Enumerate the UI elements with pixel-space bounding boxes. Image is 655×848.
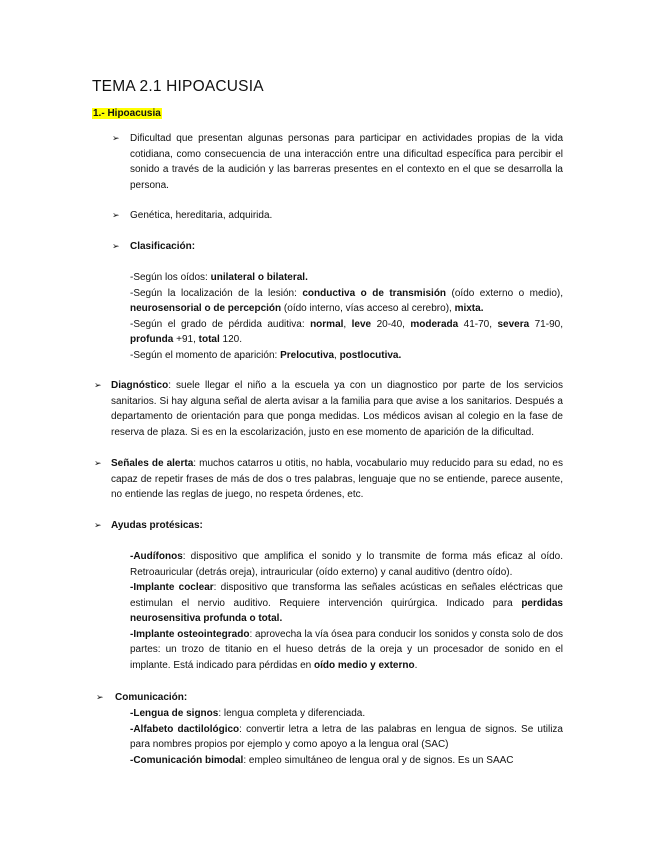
communication-list bbox=[130, 706, 563, 768]
aids-list bbox=[130, 549, 563, 673]
arrow-bullet-icon: ➢ bbox=[94, 458, 102, 468]
classification-list bbox=[130, 270, 563, 363]
communication-heading: Comunicación: bbox=[115, 692, 188, 703]
section-heading: 1.- Hipoacusia bbox=[93, 108, 161, 119]
alerts-paragraph: Señales de alerta: muchos catarros u otitis, no habla, vocabulario muy reducido para su edad, no es capaz de repetir frases de más de dos o tres palabras, lenguaje que no se entiende, parece ausente, no entiende las reglas de juego, no respeta órdenes, etc. bbox=[111, 458, 563, 500]
arrow-bullet-icon: ➢ bbox=[112, 210, 120, 220]
classification-by-location: -Según la localización de la lesión: conductiva o de transmisión (oído externo o medio), neurosensorial o de percepción (oído interno, vías acceso al cerebro), mixta. bbox=[130, 287, 563, 314]
classification-by-degree: -Según el grado de pérdida auditiva: normal, leve 20-40, moderada 41-70, severa 71-90, profunda +91, total 120. bbox=[130, 318, 563, 345]
aids-cochlear-implant: -Implante coclear: dispositivo que transforma las señales acústicas en señales eléctricas que estimulan el nervio auditivo. Requiere intervención quirúrgica. Indicado para perdidas neurosensitiva profunda o total. bbox=[130, 582, 563, 624]
classification-by-onset: -Según el momento de aparición: Prelocutiva, postlocutiva. bbox=[130, 349, 402, 361]
arrow-bullet-icon: ➢ bbox=[112, 241, 120, 251]
arrow-bullet-icon: ➢ bbox=[94, 380, 102, 390]
aids-osseo-implant: -Implante osteointegrado: aprovecha la vía ósea para conducir los sonidos y consta solo de dos partes: un trozo de titanio en el hueso detrás de la oreja y un procesador de sonido en el implante. Está indicado para pérdidas en oído medio y externo. bbox=[130, 628, 564, 671]
classification-heading: Clasificación: bbox=[130, 241, 196, 252]
arrow-bullet-icon: ➢ bbox=[112, 133, 120, 143]
page-title: TEMA 2.1 HIPOACUSIA bbox=[92, 78, 264, 95]
aids-hearing-aid: -Audífonos: dispositivo que amplifica el sonido y lo transmite de forma más eficaz al oído. Retroauricular (detrás oreja), intrauricular (oído externo) y canal auditivo (dentro oído). bbox=[130, 551, 563, 578]
aids-heading: Ayudas protésicas: bbox=[111, 520, 203, 531]
arrow-bullet-icon: ➢ bbox=[94, 520, 102, 530]
definition-paragraph: Dificultad que presentan algunas personas para participar en actividades propias de la vida cotidiana, como consecuencia de una interacción entre una dificultad específica para percibir el sonido a través de la audición y las barreras presentes en el contexto en el que se desarrolla la persona. bbox=[130, 133, 563, 191]
causes-item: Genética, hereditaria, adquirida. bbox=[130, 210, 273, 221]
classification-by-ears: -Según los oídos: unilateral o bilateral. bbox=[130, 272, 308, 283]
communication-bimodal: -Comunicación bimodal: empleo simultáneo de lengua oral y de signos. Es un SAAC bbox=[130, 754, 514, 766]
diagnosis-paragraph: Diagnóstico: suele llegar el niño a la escuela ya con un diagnostico por parte de los servicios sanitarios. Si hay alguna señal de alerta avisar a la familia para que avise a los sanitarios. Después a departamento de orientación para que ponga medidas. Los médicos avisan al colegio en la fase de reserva de plaza. Si es en la escolarización, justo en ese momento de aparición de la dificultad. bbox=[111, 380, 563, 438]
communication-dactylology: -Alfabeto dactilológico: convertir letra a letra de las palabras en lengua de signos. Se utiliza para nombres propios por ejemplo y como apoyo a la lengua oral (SAC) bbox=[130, 723, 563, 750]
communication-sign-language: -Lengua de signos: lengua completa y diferenciada. bbox=[130, 708, 366, 719]
arrow-bullet-icon: ➢ bbox=[96, 692, 104, 702]
